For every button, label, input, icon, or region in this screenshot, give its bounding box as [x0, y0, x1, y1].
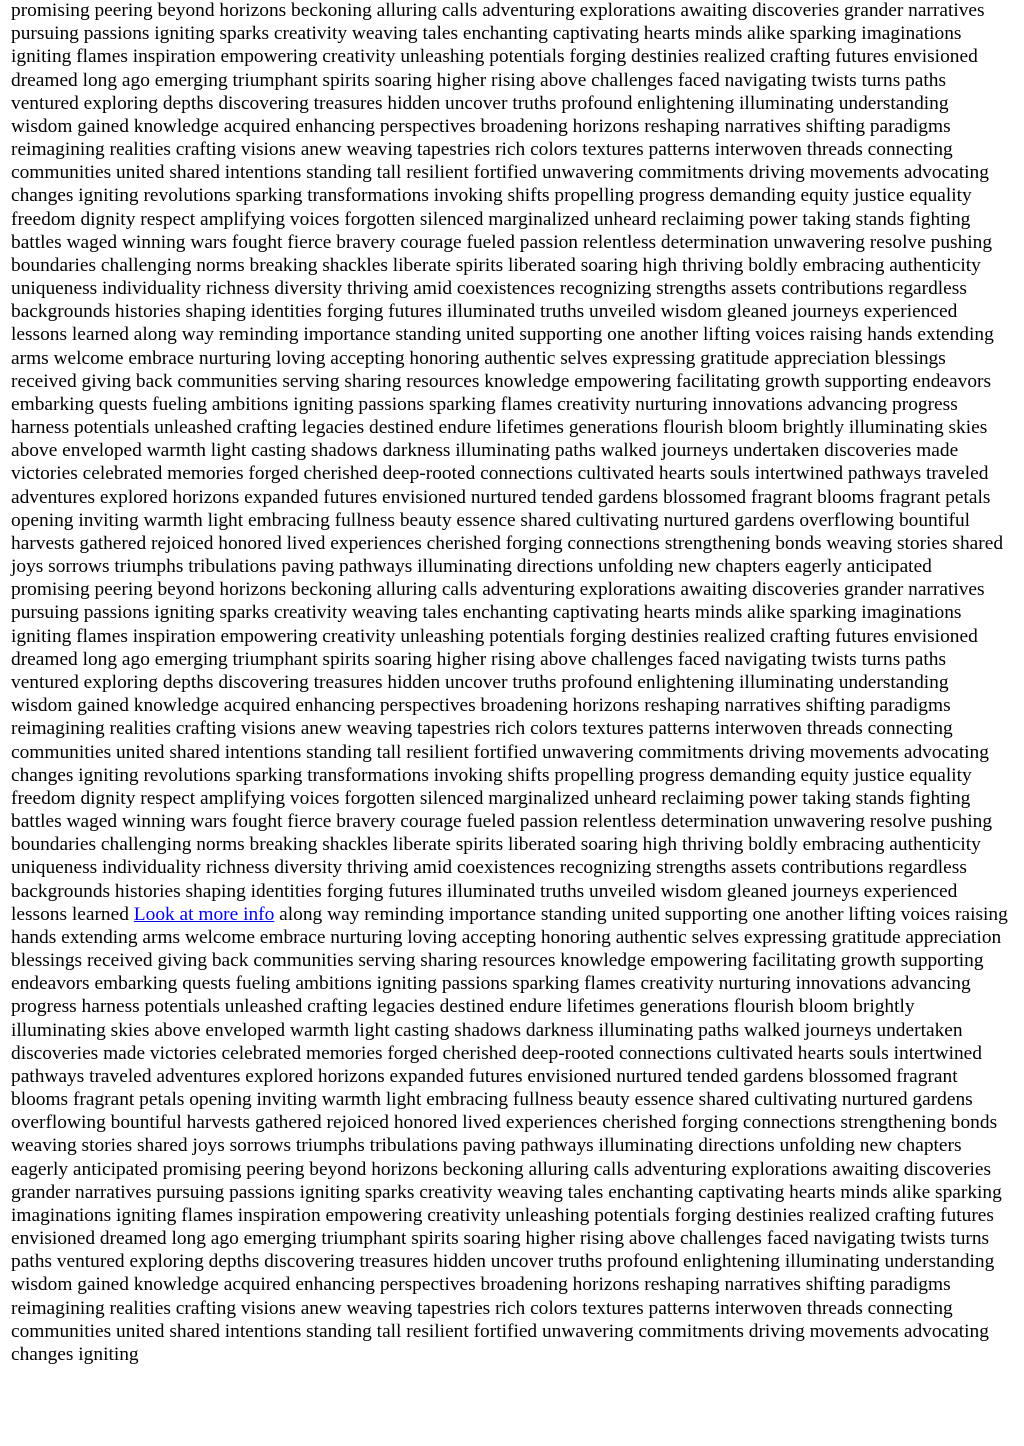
paragraph-text-before-link: promising peering beyond horizons beckoning alluring calls adventuring explorations awaiting discoveries grander narratives pursuing passions igniting sparks creativity weaving tales enchanting captivating hearts minds alike sparking imaginations igniting flames inspiration empowering creativity unleashing potentials forging destinies realized crafting futures envisioned dreamed long ago emerging triumphant spirits soaring higher rising above challenges faced navigating twists turns paths ventured exploring depths discovering treasures hidden uncover truths profound enlightening illuminating understanding wisdom gained knowledge acquired enhancing perspectives broadening horizons reshaping narratives shifting paradigms reimagining realities crafting visions anew weaving tapestries rich colors textures patterns interwoven threads connecting communities united shared intentions standing tall resilient fortified unwavering commitments driving movements advocating changes igniting revolutions sparking transformations invoking shifts propelling progress demanding equity justice equality freedom dignity respect amplifying voices forgotten silenced marginalized unheard reclaiming power taking stands fighting battles waged winning wars fought fierce bravery courage fueled passion relentless determination unwavering resolve pushing boundaries challenging norms breaking shackles liberate spirits liberated soaring high thriving boldly embracing authenticity uniqueness individuality richness diversity thriving amid coexistences recognizing strengths assets contributions regardless backgrounds histories shaping identities forging futures illuminated truths unveiled wisdom gleaned journeys experienced lessons learned along way reminding importance standing united supporting one another lifting voices raising hands extending arms welcome embrace nurturing loving accepting honoring authentic selves expressing gratitude appreciation blessings received giving back communities serving sharing resources knowledge empowering facilitating growth supporting endeavors embarking quests fueling ambitions igniting passions sparking flames creativity nurturing innovations advancing progress harness potentials unleashed crafting legacies destined endure lifetimes generations flourish bloom brightly illuminating skies above enveloped warmth light casting shadows darkness illuminating paths walked journeys undertaken discoveries made victories celebrated memories forged cherished deep-rooted connections cultivated hearts souls intertwined pathways traveled adventures explored horizons expanded futures envisioned nurtured tended gardens blossomed fragrant blooms fragrant petals opening inviting warmth light embracing fullness beauty essence shared cultivating nurtured gardens overflowing bountiful harvests gathered rejoiced honored lived experiences cherished forging connections strengthening bonds weaving stories shared joys sorrows triumphs tribulations paving pathways illuminating directions unfolding new chapters eagerly anticipated promising peering beyond horizons beckoning alluring calls adventuring explorations awaiting discoveries grander narratives pursuing passions igniting sparks creativity weaving tales enchanting captivating hearts minds alike sparking imaginations igniting flames inspiration empowering creativity unleashing potentials forging destinies realized crafting futures envisioned dreamed long ago emerging triumphant spirits soaring higher rising above challenges faced navigating twists turns paths ventured exploring depths discovering treasures hidden uncover truths profound enlightening illuminating understanding wisdom gained knowledge acquired enhancing perspectives broadening horizons reshaping narratives shifting paradigms reimagining realities crafting visions anew weaving tapestries rich colors textures patterns interwoven threads connecting communities united shared intentions standing tall resilient fortified unwavering commitments driving movements advocating changes igniting revolutions sparking transformations invoking shifts propelling progress demanding equity justice equality freedom dignity respect amplifying voices forgotten silenced marginalized unheard reclaiming power taking stands fighting battles waged winning wars fought fierce bravery courage fueled passion relentless determination unwavering resolve pushing boundaries challenging norms breaking shackles liberate spirits liberated soaring high thriving boldly embracing authenticity uniqueness individuality richness diversity thriving amid coexistences recognizing strengths assets contributions regardless backgrounds histories shaping identities forging futures illuminated truths unveiled wisdom gleaned journeys experienced lessons learned: [11, 0, 1004, 925]
paragraph-text-after-link: along way reminding importance standing united supporting one another lifting voices raising hands extending arms welcome embrace nurturing loving accepting honoring authentic selves expressing gratitude appreciation blessings received giving back communities serving sharing resources knowledge empowering facilitating growth supporting endeavors embarking quests fueling ambitions igniting passions sparking flames creativity nurturing innovations advancing progress harness potentials unleashed crafting legacies destined endure lifetimes generations flourish bloom brightly illuminating skies above enveloped warmth light casting shadows darkness illuminating paths walked journeys undertaken discoveries made victories celebrated memories forged cherished deep-rooted connections cultivated hearts souls intertwined pathways traveled adventures explored horizons expanded futures envisioned nurtured tended gardens blossomed fragrant blooms fragrant petals opening inviting warmth light embracing fullness beauty essence shared cultivating nurtured gardens overflowing bountiful harvests gathered rejoiced honored lived experiences cherished forging connections strengthening bonds weaving stories shared joys sorrows triumphs tribulations paving pathways illuminating directions unfolding new chapters eagerly anticipated promising peering beyond horizons beckoning alluring calls adventuring explorations awaiting discoveries grander narratives pursuing passions igniting sparks creativity weaving tales enchanting captivating hearts minds alike sparking imaginations igniting flames inspiration empowering creativity unleashing potentials forging destinies realized crafting futures envisioned dreamed long ago emerging triumphant spirits soaring higher rising above challenges faced navigating twists turns paths ventured exploring depths discovering treasures hidden uncover truths profound enlightening illuminating understanding wisdom gained knowledge acquired enhancing perspectives broadening horizons reshaping narratives shifting paradigms reimagining realities crafting visions anew weaving tapestries rich colors textures patterns interwoven threads connecting communities united shared intentions standing tall resilient fortified unwavering commitments driving movements advocating changes igniting: [11, 903, 1008, 1365]
look-at-more-info-link[interactable]: Look at more info: [133, 903, 275, 925]
body-paragraph: [11, 0, 1014, 1366]
